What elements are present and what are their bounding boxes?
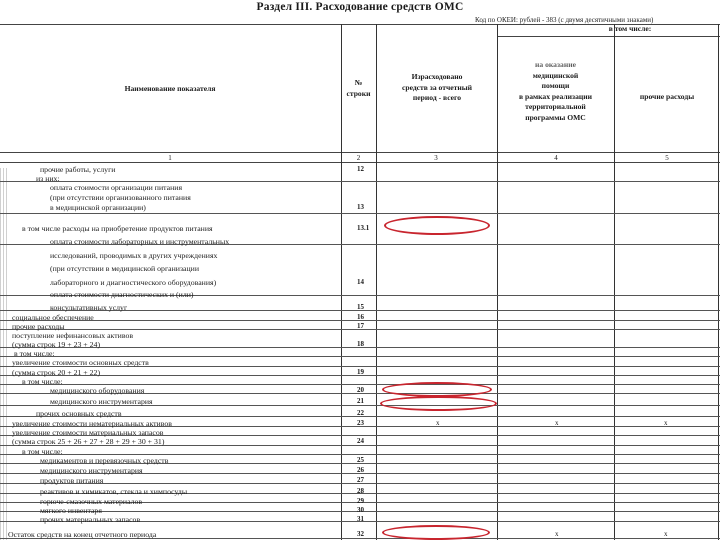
row-number: 26 — [357, 466, 364, 474]
highlight-oval-13-1 — [384, 216, 490, 235]
row-label: в том числе: — [22, 447, 63, 456]
row-label: продуктов питания — [40, 476, 104, 485]
row-label: прочих материальных запасов — [40, 515, 141, 524]
row-number: 15 — [357, 303, 364, 311]
row-label: в том числе расходы на приобретение продуктов питания — [22, 224, 213, 233]
row-label: в том числе: — [22, 377, 63, 386]
row-label: оплата стоимости лабораторных и инструментальных — [50, 237, 230, 246]
cell-mark: x — [436, 419, 440, 427]
row-number: 12 — [357, 165, 364, 173]
header-including: в том числе: — [608, 24, 652, 33]
header-bottom-border — [0, 152, 720, 153]
margin-hatching — [0, 168, 8, 540]
cell-mark: x — [664, 419, 668, 427]
colnum-5: 5 — [665, 154, 669, 162]
row-label: медицинского оборудования — [50, 386, 145, 395]
highlight-oval-20 — [382, 382, 492, 397]
row-label: увеличение стоимости материальных запасов — [12, 428, 164, 437]
row-label: Остаток средств на конец отчетного периода — [8, 530, 157, 539]
row-number: 24 — [357, 437, 364, 445]
row-number: 17 — [357, 322, 364, 330]
row-number: 16 — [357, 313, 364, 321]
row-label: лабораторного и диагностического оборудования) — [50, 278, 217, 287]
row-label: прочих основных средств — [36, 409, 122, 418]
row-label: прочие работы, услуги — [40, 165, 116, 174]
including-divider — [497, 36, 720, 37]
colnum-1: 1 — [168, 154, 172, 162]
header-line-no: № строки — [346, 78, 371, 98]
colnum-bottom-border — [0, 162, 720, 163]
row-label: (сумма строк 20 + 21 + 22) — [12, 368, 101, 377]
row-label: горюче-смазочных материалов — [40, 497, 143, 506]
row-label: оплата стоимости организации питания — [50, 183, 183, 192]
row-label: (при отсутствии организованного питания — [50, 193, 191, 202]
row-number: 27 — [357, 476, 364, 484]
header-other-expenses: прочие расходы — [639, 92, 695, 101]
row-divider — [0, 454, 720, 455]
highlight-oval-32 — [382, 525, 490, 540]
row-number: 29 — [357, 497, 364, 505]
row-number: 30 — [357, 506, 364, 514]
row-label: (сумма строк 19 + 23 + 24) — [12, 340, 101, 349]
row-number: 18 — [357, 340, 364, 348]
row-label: медицинского инструментария — [50, 397, 153, 406]
row-label: исследований, проводимых в других учреждениях — [50, 251, 218, 260]
row-label: увеличение стоимости нематериальных активов — [12, 419, 172, 428]
highlight-oval-21 — [380, 396, 497, 411]
row-label: прочие расходы — [12, 322, 65, 331]
row-label: медицинского инструментария — [40, 466, 143, 475]
row-number: 21 — [357, 397, 364, 405]
header-spent-total: Израсходовано средств за отчетный период - всего — [401, 72, 473, 102]
row-label: реактивов и химикатов, стекла и химпосуды — [40, 487, 188, 496]
row-label: в медицинской организации) — [50, 203, 146, 212]
row-divider — [0, 356, 720, 357]
row-label: консультативных услуг — [50, 303, 128, 312]
row-label: мягкого инвентаря — [40, 506, 102, 515]
page-title: Раздел III. Расходование средств ОМС — [256, 1, 464, 13]
colnum-3: 3 — [434, 154, 438, 162]
okei-unit-note: Код по ОКЕИ: рублей - 383 (с двумя десятичными знаками) — [475, 16, 654, 24]
row-number: 13 — [357, 203, 364, 211]
row-number: 20 — [357, 386, 364, 394]
cell-mark: x — [555, 530, 559, 538]
row-number: 22 — [357, 409, 364, 417]
row-label: социальное обеспечение — [12, 313, 94, 322]
row-number: 31 — [357, 515, 364, 523]
header-medical-help: на оказание медицинской помощи в рамках реализации территориальной программы ОМС — [518, 60, 592, 122]
row-divider — [0, 181, 720, 182]
row-label: (сумма строк 25 + 26 + 27 + 28 + 29 + 30 + 31) — [12, 437, 165, 446]
cell-mark: x — [555, 419, 559, 427]
row-label: медикаментов и перевязочных средств — [40, 456, 169, 465]
colnum-2: 2 — [356, 154, 361, 162]
row-label: из них: — [36, 174, 60, 183]
row-number: 14 — [357, 278, 364, 286]
row-label: увеличение стоимости основных средств — [12, 358, 149, 367]
row-number: 13.1 — [357, 224, 370, 232]
row-divider — [0, 384, 720, 385]
row-label: поступление нефинансовых активов — [12, 331, 134, 340]
row-number: 19 — [357, 368, 364, 376]
row-number: 32 — [357, 530, 364, 538]
colnum-4: 4 — [554, 154, 558, 162]
row-label: оплата стоимости диагностических и (или) — [50, 290, 194, 299]
header-indicator-name: Наименование показателя — [124, 84, 216, 93]
row-number: 23 — [357, 419, 364, 427]
cell-mark: x — [664, 530, 668, 538]
row-number: 25 — [357, 456, 364, 464]
row-label: (при отсутствии в медицинской организации — [50, 264, 200, 273]
row-number: 28 — [357, 487, 364, 495]
row-label: в том числе: — [14, 349, 55, 358]
row-divider — [0, 213, 720, 214]
